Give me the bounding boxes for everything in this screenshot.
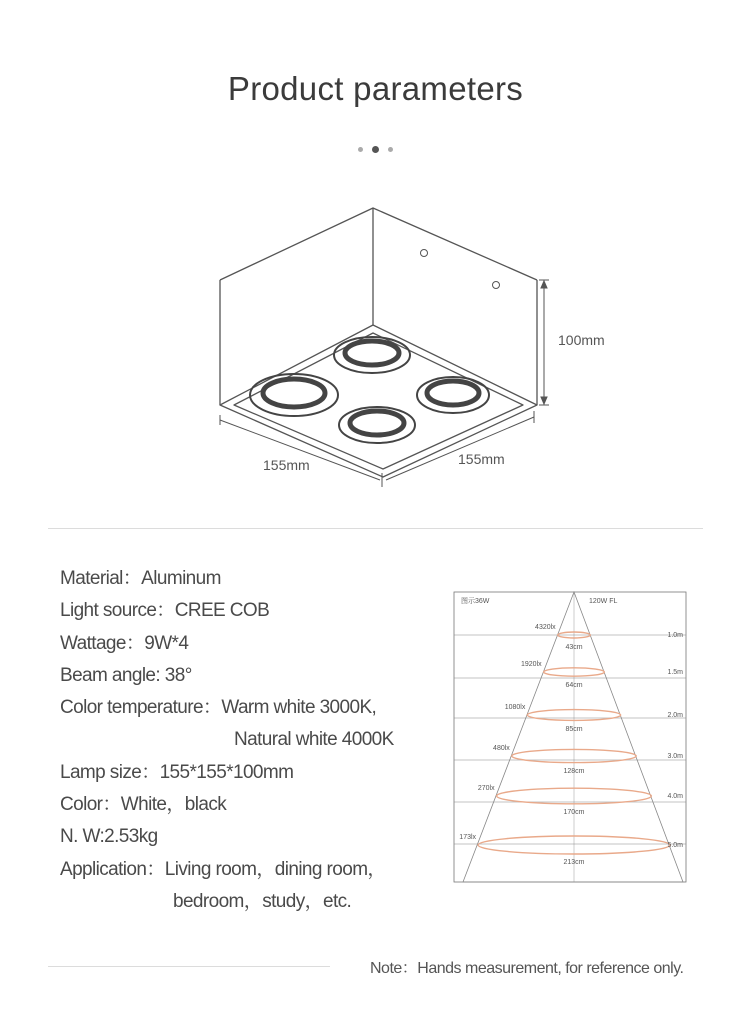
dimension-depth-label: 155mm bbox=[458, 451, 505, 467]
page-title: Product parameters bbox=[227, 70, 524, 107]
spec-line: Color：White，black bbox=[60, 794, 227, 816]
beam-diagram-svg bbox=[449, 590, 689, 885]
spec-line: bedroom，study，etc. bbox=[173, 890, 352, 912]
section-divider bbox=[48, 528, 703, 529]
carousel-dot[interactable] bbox=[358, 147, 363, 152]
dimension-height-label: 100mm bbox=[558, 332, 605, 348]
note-divider bbox=[48, 966, 330, 967]
diameter-label: 128cm bbox=[563, 768, 585, 775]
spec-line: N. W:2.53kg bbox=[60, 826, 158, 848]
spec-line: Application：Living room，dining room， bbox=[60, 858, 386, 880]
diagram-corner-label: 图示36W bbox=[461, 598, 490, 605]
distance-label: 3.0m bbox=[667, 753, 683, 760]
dimension-width-label: 155mm bbox=[263, 457, 310, 473]
lux-label: 480lx bbox=[493, 745, 510, 752]
beam-diagram bbox=[449, 590, 689, 885]
distance-label: 2.0m bbox=[667, 712, 683, 719]
lux-label: 173lx bbox=[459, 834, 477, 841]
lux-label: 4320lx bbox=[535, 624, 556, 631]
diagram-frame bbox=[454, 592, 686, 882]
spec-line: Lamp size：155*155*100mm bbox=[60, 761, 294, 783]
diameter-label: 85cm bbox=[565, 726, 583, 733]
lux-label: 1080lx bbox=[504, 704, 526, 711]
beam-cone bbox=[463, 592, 683, 882]
downlight-illustration bbox=[200, 195, 580, 495]
carousel-dots bbox=[0, 146, 751, 153]
distance-label: 5.0m bbox=[667, 842, 683, 849]
lux-label: 1920lx bbox=[521, 661, 542, 668]
diameter-label: 170cm bbox=[563, 809, 585, 816]
spec-line: Light source：CREE COB bbox=[60, 600, 270, 622]
footnote: Note：Hands measurement, for reference only. bbox=[370, 960, 684, 977]
spec-line: Beam angle: 38° bbox=[60, 664, 192, 686]
screw-icon bbox=[421, 250, 500, 289]
product-drawing bbox=[200, 195, 605, 495]
spec-line: Natural white 4000K bbox=[234, 729, 394, 751]
distance-label: 1.0m bbox=[667, 632, 683, 639]
spec-line: Wattage：9W*4 bbox=[60, 632, 189, 654]
diameter-label: 64cm bbox=[565, 682, 583, 689]
distance-label: 1.5m bbox=[667, 669, 683, 676]
spec-list bbox=[60, 563, 440, 918]
spec-line: Material：Aluminum bbox=[60, 568, 221, 589]
carousel-dot-active[interactable] bbox=[372, 146, 379, 153]
carousel-dot[interactable] bbox=[388, 147, 393, 152]
diagram-type-label: 120W FL bbox=[589, 598, 618, 605]
lux-label: 270lx bbox=[477, 785, 495, 792]
diameter-label: 213cm bbox=[563, 859, 585, 866]
distance-label: 4.0m bbox=[667, 793, 683, 800]
spec-line: Color temperature：Warm white 3000K, bbox=[60, 697, 377, 719]
diameter-label: 43cm bbox=[565, 644, 583, 651]
